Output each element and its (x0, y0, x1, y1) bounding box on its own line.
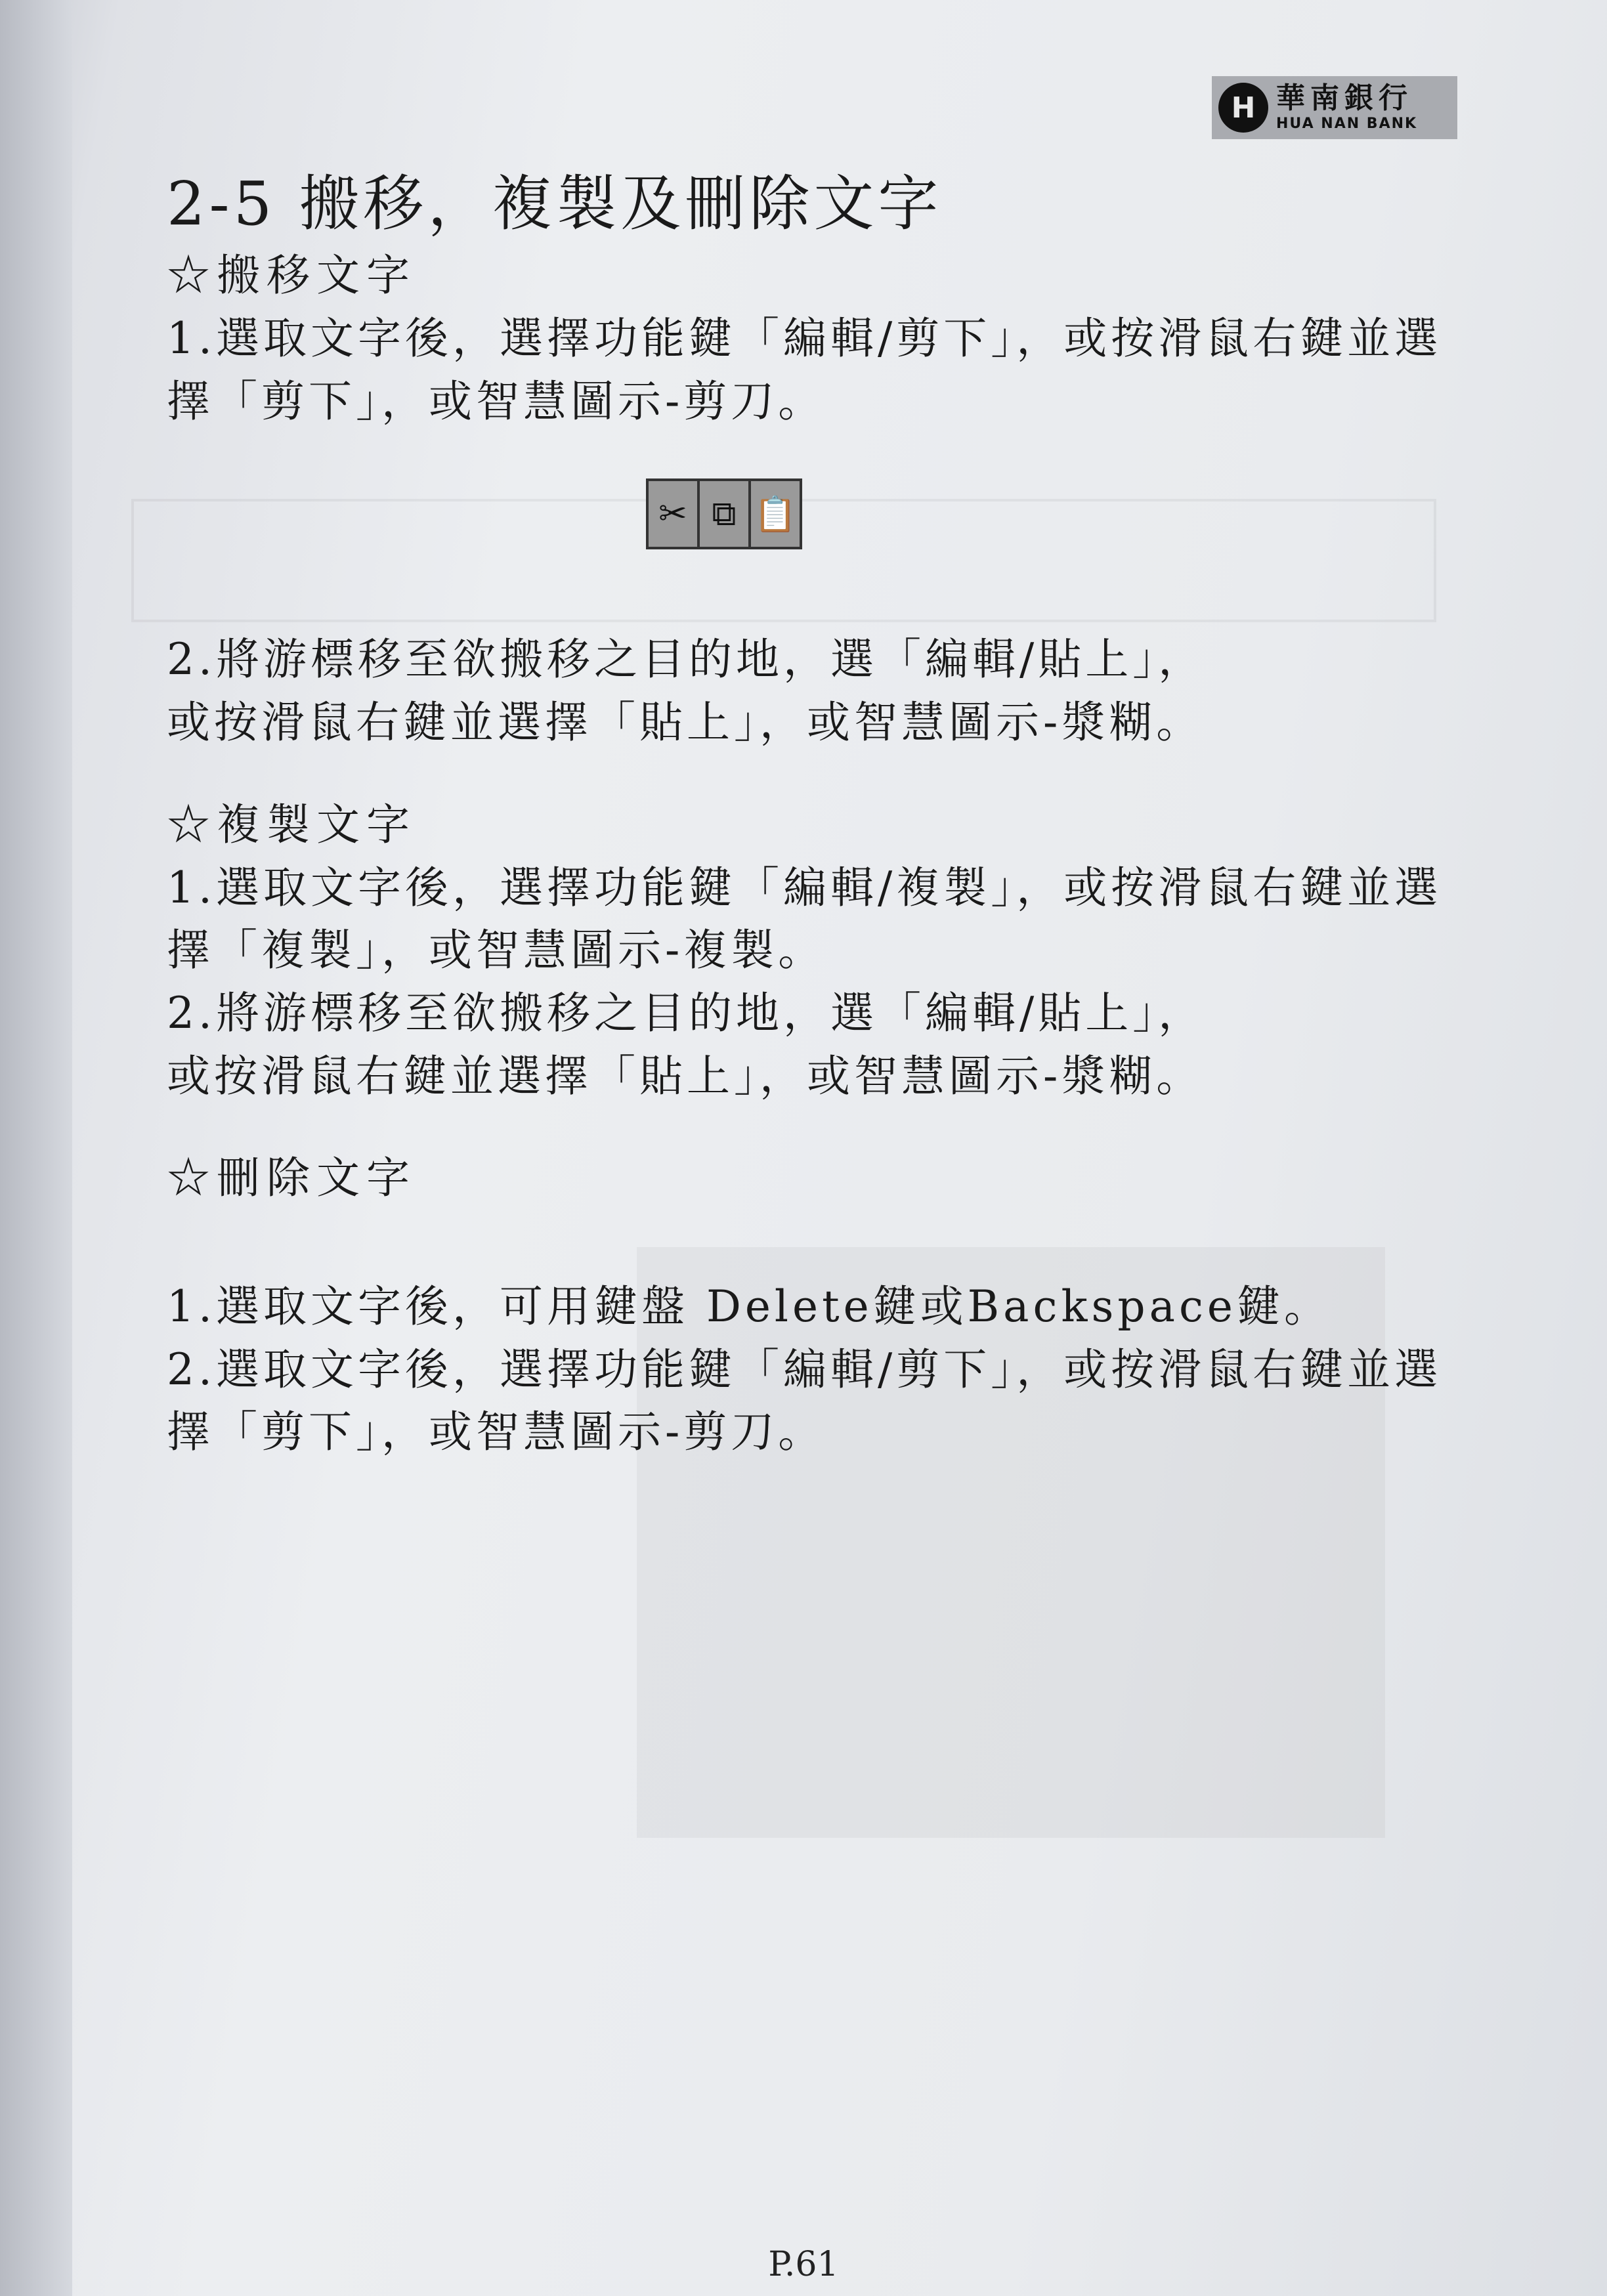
paragraph: 1.選取文字後，可用鍵盤 Delete鍵或Backspace鍵。 (167, 1281, 1331, 1332)
paragraph: 2.將游標移至欲搬移之目的地，選「編輯/貼上」， (167, 634, 1206, 685)
logo-text (1276, 81, 1418, 132)
page-number: P.61 (768, 2245, 839, 2284)
paragraph: 或按滑鼠右鍵並選擇「貼上」，或智慧圖示-漿糊。 (167, 1050, 1204, 1101)
paragraph: 或按滑鼠右鍵並選擇「貼上」，或智慧圖示-漿糊。 (167, 697, 1204, 748)
copy-icon[interactable]: ⧉ (700, 481, 751, 547)
paragraph: 1.選取文字後，選擇功能鍵「編輯/複製」，或按滑鼠右鍵並選擇「複製」，或智慧圖示-複製。 (167, 862, 1442, 976)
logo-name-en: HUA NAN BANK (1276, 116, 1418, 132)
scissors-icon[interactable]: ✂ (649, 481, 700, 547)
logo-name-cn: 華南銀行 (1276, 81, 1413, 115)
section-heading-move: ☆搬移文字 (167, 250, 416, 301)
paste-icon[interactable]: 📋 (751, 481, 800, 547)
logo-mark-icon: H (1218, 83, 1268, 133)
paragraph: 2.選取文字後，選擇功能鍵「編輯/剪下」，或按滑鼠右鍵並選擇「剪下」，或智慧圖示-剪刀。 (167, 1344, 1442, 1458)
bank-logo (1212, 76, 1457, 139)
page-title: 2-5 搬移，複製及刪除文字 (167, 169, 943, 239)
paragraph: 1.選取文字後，選擇功能鍵「編輯/剪下」，或按滑鼠右鍵並選擇「剪下」，或智慧圖示-剪刀。 (167, 313, 1442, 427)
section-heading-delete: ☆刪除文字 (167, 1153, 416, 1204)
smart-icon-toolbar (646, 478, 802, 549)
paragraph: 2.將游標移至欲搬移之目的地，選「編輯/貼上」， (167, 987, 1206, 1038)
page-edge-shadow (0, 0, 72, 2296)
page-content (167, 168, 1480, 1464)
section-heading-copy: ☆複製文字 (167, 799, 416, 850)
